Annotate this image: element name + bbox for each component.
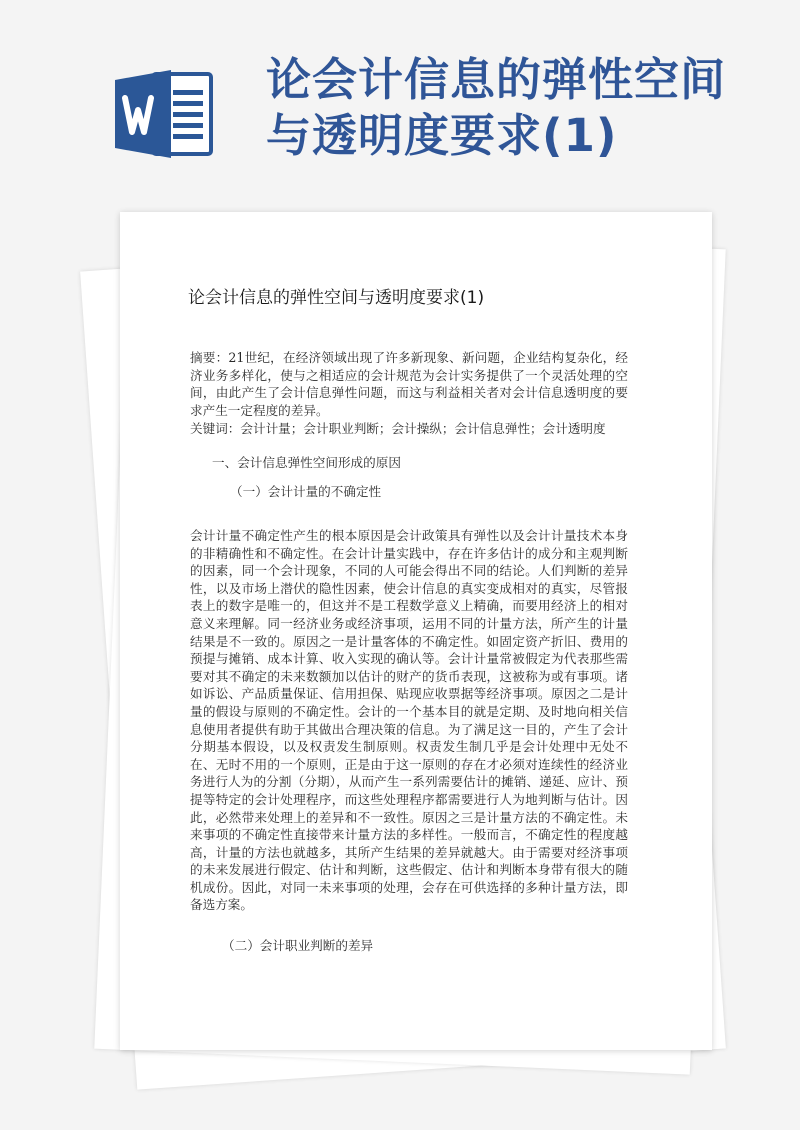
section-heading-1: 一、会计信息弹性空间形成的原因 [212, 455, 401, 470]
page-title [266, 52, 786, 164]
subsection-heading-2: （二）会计职业判断的差异 [222, 938, 374, 953]
abstract-paragraph: 摘要：21世纪，在经济领域出现了许多新现象、新问题，企业结构复杂化，经济业务多样化，使与之相适应的会计规范为会计实务提供了一个灵活处理的空间，由此产生了会计信息弹性问题，而这与利益相关者对会计信息透明度的要求产生一定程度的差异。 [190, 350, 628, 418]
word-document-icon [113, 68, 213, 160]
subsection-heading-1: （一）会计计量的不确定性 [230, 484, 382, 499]
title-line-2: 与透明度要求(1) [266, 109, 618, 162]
keywords-line: 关键词：会计计量；会计职业判断；会计操纵；会计信息弹性；会计透明度 [190, 421, 606, 436]
title-line-1: 论会计信息的弹性空间 [266, 53, 727, 106]
body-paragraph: 会计计量不确定性产生的根本原因是会计政策具有弹性以及会计计量技术本身的非精确性和不确定性。在会计计量实践中，存在许多估计的成分和主观判断的因素，同一个会计现象，不同的人可能会得出不同的结论。人们判断的差异性，以及市场上潜伏的隐性因素，使会计信息的真实变成相对的真实，尽管报表上的数字是唯一的，但这并不是工程数学意义上精确，而要用经济上的相对意义来理解。同一经济业务或经济事项，运用不同的计量方法，所产生的计量结果是不一致的。原因之一是计量客体的不确定性。如固定资产折旧、费用的预提与摊销、成本计算、收入实现的确认等。会计计量常被假定为代表那些需要对其不确定的未来数额加以估计的财产的货币表现，这被称为或有事项。诸如诉讼、产品质量保证、信用担保、贴现应收票据等经济事项。原因之二是计量的假设与原则的不确定性。会计的一个基本目的就是定期、及时地向相关信息使用者提供有助于其做出合理决策的信息。为了满足这一目的，产生了会计分期基本假设，以及权责发生制原则。权责发生制几乎是会计处理中无处不在、无时不用的一个原则，正是由于这一原则的存在才必须对连续性的经济业务进行人为的分割（分期），从而产生一系列需要估计的摊销、递延、应计、预提等特定的会计处理程序，而这些处理程序都需要进行人为地判断与估计。因此，必然带来处理上的差异和不一致性。原因之三是计量方法的不确定性。未来事项的不确定性直接带来计量方法的多样性。一般而言，不确定性的程度越高，计量的方法也就越多，其所产生结果的差异就越大。由于需要对经济事项的未来发展进行假定、估计和判断，这些假定、估计和判断本身带有很大的随机成份。因此，对同一未来事项的处理，会存在可供选择的多种计量方法，即备选方案。 [190, 528, 628, 913]
document-heading: 论会计信息的弹性空间与透明度要求(1) [188, 288, 485, 308]
